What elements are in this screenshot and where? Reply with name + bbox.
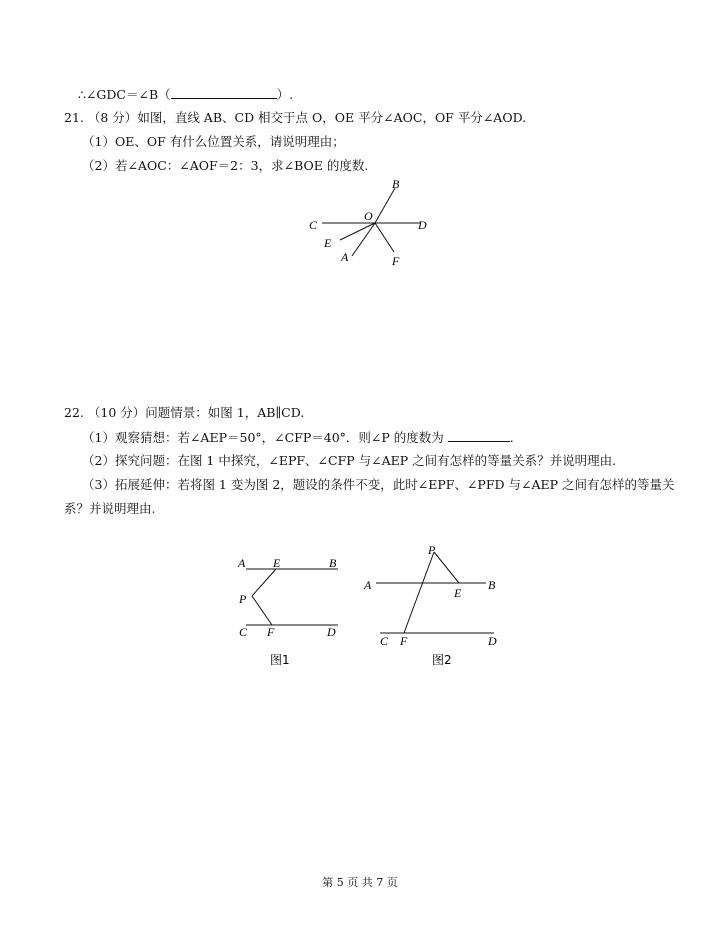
segment-ep bbox=[252, 569, 276, 596]
label-f: F bbox=[400, 634, 408, 648]
q22-stem: 问题情景：如图 1，AB∥CD. bbox=[145, 405, 305, 420]
label-a: A bbox=[341, 250, 349, 264]
q21-stem: 如图，直线 AB、CD 相交于点 O，OE 平分∠AOC，OF 平分∠AOD. bbox=[137, 110, 527, 125]
q22-part2: （2）探究问题：在图 1 中探究，∠EPF、∠CFP 与∠AEP 之间有怎样的等量关系？并说明理由. bbox=[82, 453, 617, 468]
q22-part3-line1: （3）拓展延伸：若将图 1 变为图 2，题设的条件不变，此时∠EPF、∠PFD 与∠AEP 之间有怎样的等量关 bbox=[82, 477, 675, 492]
label-b: B bbox=[488, 578, 496, 592]
q22-part1-text: （1）观察猜想：若∠AEP＝50°，∠CFP＝40°．则∠P 的度数为 bbox=[82, 430, 444, 445]
ray-of bbox=[375, 223, 394, 252]
q22-part3-line2: 系？并说明理由. bbox=[64, 501, 156, 516]
segment-pf bbox=[252, 596, 272, 625]
q22-stem-line bbox=[64, 405, 304, 421]
q20-close: ）. bbox=[276, 87, 294, 102]
label-a: A bbox=[238, 556, 246, 570]
label-a: A bbox=[364, 578, 372, 592]
segment-pe bbox=[434, 552, 459, 583]
ray-oa bbox=[352, 223, 375, 256]
q20-conclusion-line bbox=[78, 86, 293, 103]
q21-figure bbox=[300, 172, 440, 272]
q20-text: ∠GDC＝∠B（ bbox=[85, 87, 171, 102]
page-footer: 第 5 页 共 7 页 bbox=[322, 876, 398, 889]
q21-part1: （1）OE、OF 有什么位置关系，请说明理由； bbox=[82, 134, 345, 149]
label-o: O bbox=[364, 209, 373, 223]
label-e: E bbox=[273, 556, 281, 570]
label-c: C bbox=[380, 634, 389, 648]
q22-part1-end: . bbox=[509, 430, 514, 445]
q21-number: 21. bbox=[64, 110, 84, 125]
label-f: F bbox=[267, 625, 275, 639]
label-d: D bbox=[488, 634, 497, 648]
label-d: D bbox=[327, 625, 336, 639]
q22-score: （10 分） bbox=[87, 405, 146, 420]
label-b: B bbox=[329, 556, 337, 570]
q22-part1 bbox=[82, 429, 514, 446]
segment-pf bbox=[404, 552, 434, 633]
label-b: B bbox=[392, 177, 400, 191]
q21-part2: （2）若∠AOC：∠AOF＝2：3，求∠BOE 的度数. bbox=[82, 158, 369, 173]
q22-number: 22. bbox=[64, 405, 84, 420]
figure-2-caption: 图2 bbox=[432, 653, 452, 667]
label-c: C bbox=[309, 218, 318, 232]
therefore-symbol: ∴ bbox=[78, 87, 86, 102]
ray-oe bbox=[340, 223, 375, 240]
label-e: E bbox=[324, 236, 332, 250]
q22-figure-2 bbox=[360, 542, 510, 672]
figure-1-caption: 图1 bbox=[270, 653, 290, 667]
label-e: E bbox=[454, 586, 462, 600]
label-p: P bbox=[239, 592, 247, 606]
label-c: C bbox=[239, 625, 248, 639]
label-p: P bbox=[428, 543, 436, 557]
q22-figure-1 bbox=[232, 552, 348, 672]
q21-score: （8 分） bbox=[87, 110, 138, 125]
answer-blank[interactable] bbox=[171, 86, 277, 99]
label-d: D bbox=[418, 218, 427, 232]
q21-stem-line bbox=[64, 110, 526, 126]
label-f: F bbox=[392, 254, 400, 268]
ray-ob bbox=[375, 188, 395, 223]
answer-blank[interactable] bbox=[448, 429, 510, 442]
